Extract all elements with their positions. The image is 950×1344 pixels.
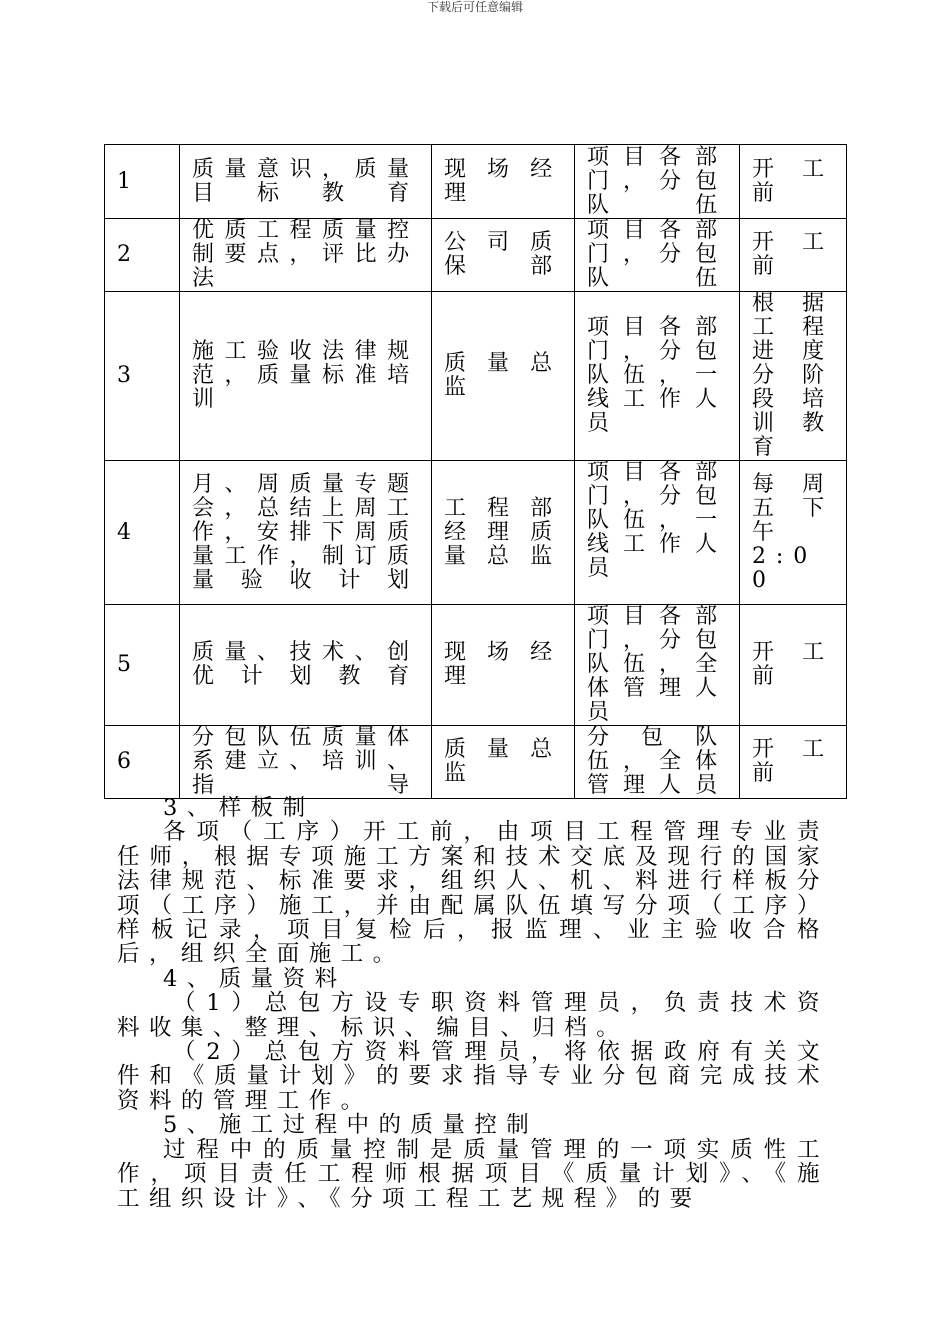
paragraph-sample-system: 各项（工序）开工前，由项目工程管理专业责任师，根据专项施工方案和技术交底及现行的国家法律规范、标准要求，组织人、机、料进行样板分项（工序）施工，并由配属队伍填写分项（工序）样板记录，项目复检后，报监理、业主验收合格后，组织全面施工。 — [117, 819, 829, 968]
training-table — [104, 144, 847, 799]
training-target: 项目各部门，分包队伍，一线工作人员 — [575, 292, 740, 461]
training-target: 分包队伍，全体管理人员 — [575, 726, 740, 799]
row-number: 6 — [105, 726, 180, 799]
paragraph-quality-docs-2: （2）总包方资料管理员，将依据政府有关文件和《质量计划》的要求指导专业分包商完成技术资料的管理工作。 — [117, 1039, 829, 1114]
training-time: 每周五下午 2:00 — [740, 461, 847, 605]
training-content: 施工验收法律规范，质量标准培训 — [180, 292, 432, 461]
paragraph-process-control: 过程中的质量控制是质量管理的一项实质性工作，项目责任工程师根据项目《质量计划》、《施工组织设计》、《分项工程工艺规程》的要 — [117, 1136, 829, 1212]
header-note: 下载后可任意编辑 — [426, 0, 523, 14]
training-time: 开工前 — [740, 726, 847, 799]
table-row — [105, 292, 847, 461]
training-content: 质量、技术、创优计划教育 — [180, 605, 432, 726]
training-target: 项目各部门，分包队伍，全体管理人员 — [575, 605, 740, 726]
row-number: 3 — [105, 292, 180, 461]
training-time: 开工前 — [740, 145, 847, 219]
row-number: 5 — [105, 605, 180, 726]
training-target: 项目各部门，分包队伍 — [575, 145, 740, 219]
section-heading-5: 5、施工过程中的质量控制 — [163, 1112, 539, 1139]
table-row — [105, 145, 847, 219]
row-number: 4 — [105, 461, 180, 605]
training-content: 分包队伍质量体系建立、培训、指导 — [180, 726, 432, 799]
row-number: 2 — [105, 219, 180, 292]
training-content: 优质工程质量控制要点，评比办法 — [180, 219, 432, 292]
responsible-person: 质量总监 — [432, 726, 575, 799]
responsible-person: 现场经理 — [432, 605, 575, 726]
training-content: 月、周质量专题会，总结上周工作，安排下周质量工作，制订质量验收计划 — [180, 461, 432, 605]
training-time: 开工前 — [740, 605, 847, 726]
table-row — [105, 461, 847, 605]
responsible-person: 质量总监 — [432, 292, 575, 461]
training-time: 根据工程进度分阶段培训教育 — [740, 292, 847, 461]
table-row — [105, 219, 847, 292]
responsible-person: 工程部经理质量总监 — [432, 461, 575, 605]
table-row — [105, 726, 847, 799]
training-content: 质量意识，质量目标教育 — [180, 145, 432, 219]
row-number: 1 — [105, 145, 180, 219]
section-heading-4: 4、质量资料 — [163, 965, 347, 992]
body-text — [117, 796, 829, 1211]
training-target: 项目各部门，分包队伍 — [575, 219, 740, 292]
training-target: 项目各部门，分包队伍，一线工作人员 — [575, 461, 740, 605]
section-heading-3: 3、样板制 — [163, 795, 315, 821]
training-time: 开工前 — [740, 219, 847, 292]
responsible-person: 公司质保部 — [432, 219, 575, 292]
table-row — [105, 605, 847, 726]
responsible-person: 现场经理 — [432, 145, 575, 219]
paragraph-quality-docs-1: （1）总包方设专职资料管理员，负责技术资料收集、整理、标识、编目、归档。 — [117, 990, 829, 1041]
